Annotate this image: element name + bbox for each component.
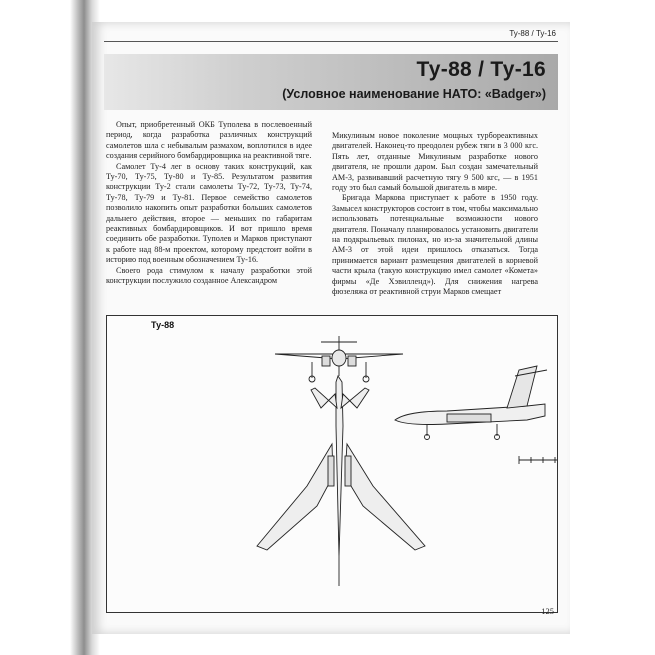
- chapter-subtitle: (Условное наименование НАТО: «Badger»): [282, 87, 546, 101]
- left-text-column: [106, 120, 312, 287]
- figure-label: Ту-88: [151, 320, 175, 330]
- right-text-column: [332, 131, 538, 298]
- paragraph: Самолет Ту-4 лег в основу таких конструкций, как Ту-70, Ту-75, Ту-80 и Ту-85. Результатом развития конструкции Ту-2 стали самолеты Ту-72, Ту-73, Ту-74, Ту-78, Ту-79 и Ту-81. Первое семейство самолетов позволило накопить опыт разработки больших самолетов дальнего действия, второе — меньших по габаритам реактивных бомбардировщиков. И вот пришло время соединить обе разработки. Туполев и Марков приступают к работе над 88-м проектом, которому предстоит войти в историю под военным обозначением Ту-16.: [106, 161, 312, 265]
- paragraph: Своего рода стимулом к началу разработки этой конструкции послужило созданное Александром: [106, 265, 312, 286]
- running-head: Ту-88 / Ту-16: [509, 29, 556, 38]
- three-view-drawing: [107, 316, 557, 612]
- header-rule: [104, 41, 558, 42]
- book-page: [92, 22, 570, 634]
- title-band: [104, 54, 558, 110]
- paragraph: Опыт, приобретенный ОКБ Туполева в послевоенный период, когда разработка различных конструкций самолетов шла с небывалым размахом, воплотился в идее создания серийного бомбардировщика на реактивной тяге.: [106, 120, 312, 161]
- page-number: 125: [541, 606, 554, 616]
- side-view-drawing: [395, 366, 547, 440]
- paragraph-continued: Микулиным новое поколение мощных турбореактивных двигателей. Наконец-то преодолен рубеж тяги в 3 000 кгс. Пять лет, отданные Микулиным разработке нового двигателя, не прошли даром. Был создан замечательный АМ-3, развивавший расчетную тягу 9 500 кгс, — в 1951 году это был самый большой двигатель в мире.: [332, 131, 538, 193]
- aircraft-drawing-figure: [106, 315, 558, 613]
- chapter-title: Ту-88 / Ту-16: [416, 58, 546, 81]
- paragraph: Бригада Маркова приступает к работе в 1950 году. Замысел конструкторов состоит в том, чтобы максимально использовать потенциальные возможности нового двигателя. Поначалу планировалось установить двигатели на подкрыльевых пилонах, но из-за значительной длины АМ-3 от этой идеи пришлось отказаться. Тогда принимается вариант размещения двигателей в корневой части крыла (такую конструкцию имел самолет «Комета» фирмы «Де Хэвилленд»). Для снижения нагрева фюзеляжа от реактивной струи Марков смещает: [332, 193, 538, 297]
- plan-view-drawing: [257, 376, 425, 586]
- front-view-drawing: [275, 336, 403, 382]
- scale-bar: [519, 456, 557, 464]
